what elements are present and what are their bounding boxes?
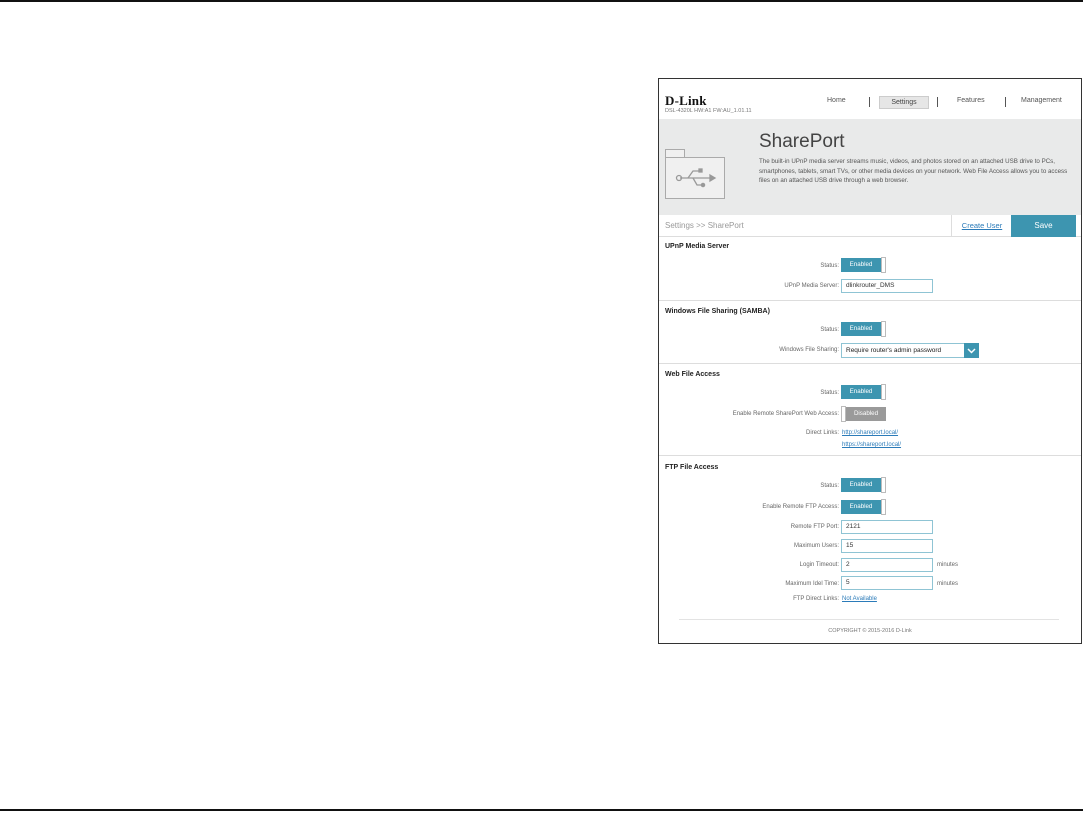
router-ui-screenshot xyxy=(658,78,1082,644)
page-bottom-rule xyxy=(0,809,1083,811)
breadcrumb: Settings >> SharePort xyxy=(665,221,744,230)
nav-home[interactable]: Home xyxy=(827,97,846,104)
nav-features[interactable]: Features xyxy=(957,97,985,104)
toggle-knob xyxy=(881,257,886,273)
save-button[interactable]: Save xyxy=(1011,215,1076,237)
web-link-https[interactable]: https://shareport.local/ xyxy=(842,442,902,448)
ftp-remote-toggle[interactable] xyxy=(841,499,886,516)
ftp-port-label: Remote FTP Port: xyxy=(790,524,839,530)
nav-settings[interactable]: Settings xyxy=(879,96,929,109)
nav-management[interactable]: Management xyxy=(1021,97,1062,104)
copyright-text: COPYRIGHT © 2015-2016 D-Link xyxy=(828,628,912,634)
ftp-links-value[interactable]: Not Available xyxy=(842,596,877,602)
upnp-status-label: Status: xyxy=(820,263,839,269)
usb-icon xyxy=(665,157,725,199)
create-user-link[interactable]: Create User xyxy=(951,215,1012,236)
samba-sharing-label: Windows File Sharing: xyxy=(779,347,839,353)
web-status-label: Status: xyxy=(820,390,839,396)
model-info: DSL-4320L HW:A1 FW:AU_1.01.11 xyxy=(665,108,752,114)
toggle-on-label: Enabled xyxy=(841,322,881,336)
breadcrumb-bar xyxy=(659,215,1081,237)
ftp-timeout-label: Login Timeout: xyxy=(799,562,839,568)
nav-separator xyxy=(937,97,938,107)
page-description: The built-in UPnP media server streams music, videos, and photos stored on an attached USB drive to PCs, smartphones, tablets, smart TVs, or other media devices on your network. Web File Access allows you to access files on an attached USB drive through a web browser. xyxy=(759,158,1068,184)
dlink-logo: D-Link xyxy=(665,93,707,108)
toggle-knob xyxy=(881,384,886,400)
ftp-idle-input[interactable]: 5 xyxy=(841,576,933,590)
ftp-timeout-unit: minutes xyxy=(937,562,959,568)
toggle-on-label: Enabled xyxy=(841,478,881,492)
page-banner xyxy=(659,119,1081,215)
section-divider xyxy=(659,363,1081,364)
web-remote-toggle[interactable] xyxy=(841,406,886,423)
ftp-timeout-input[interactable]: 2 xyxy=(841,558,933,572)
toggle-on-label: Enabled xyxy=(841,258,881,272)
page-title: SharePort xyxy=(759,131,845,152)
ftp-status-label: Status: xyxy=(820,483,839,489)
page-top-rule xyxy=(0,0,1083,2)
section-title-ftp: FTP File Access xyxy=(665,464,719,471)
section-title-upnp: UPnP Media Server xyxy=(665,243,730,250)
toggle-on-label: Enabled xyxy=(841,385,881,399)
nav-separator xyxy=(869,97,870,107)
top-header xyxy=(659,79,1081,119)
footer-divider xyxy=(679,619,1059,620)
upnp-status-toggle[interactable] xyxy=(841,257,886,274)
toggle-knob xyxy=(881,499,886,515)
samba-status-label: Status: xyxy=(820,327,839,333)
upnp-server-input[interactable]: dlinkrouter_DMS xyxy=(841,279,933,293)
ftp-max-users-label: Maximum Users: xyxy=(793,543,839,549)
ftp-idle-label: Maximum Idel Time: xyxy=(785,581,839,587)
toggle-knob xyxy=(881,477,886,493)
ftp-status-toggle[interactable] xyxy=(841,477,886,494)
ftp-max-users-input[interactable]: 15 xyxy=(841,539,933,553)
ftp-idle-unit: minutes xyxy=(937,581,959,587)
chevron-down-icon[interactable] xyxy=(964,343,979,358)
web-status-toggle[interactable] xyxy=(841,384,886,401)
upnp-server-label: UPnP Media Server: xyxy=(784,283,839,289)
web-remote-label: Enable Remote SharePort Web Access: xyxy=(732,411,839,417)
select-value: Require router's admin password xyxy=(846,347,942,354)
web-links-label: Direct Links: xyxy=(805,430,839,436)
section-divider xyxy=(659,455,1081,456)
section-divider xyxy=(659,300,1081,301)
samba-status-toggle[interactable] xyxy=(841,321,886,338)
ftp-port-input[interactable]: 2121 xyxy=(841,520,933,534)
nav-separator xyxy=(1005,97,1006,107)
toggle-on-label: Enabled xyxy=(841,500,881,514)
ftp-links-label: FTP Direct Links: xyxy=(793,596,839,602)
toggle-off-label: Disabled xyxy=(846,407,886,421)
section-title-samba: Windows File Sharing (SAMBA) xyxy=(665,308,770,315)
ftp-remote-label: Enable Remote FTP Access: xyxy=(762,504,839,510)
samba-sharing-select[interactable] xyxy=(841,343,979,358)
web-link-http[interactable]: http://shareport.local/ xyxy=(842,430,899,436)
section-title-web: Web File Access xyxy=(665,371,720,378)
toggle-knob xyxy=(881,321,886,337)
